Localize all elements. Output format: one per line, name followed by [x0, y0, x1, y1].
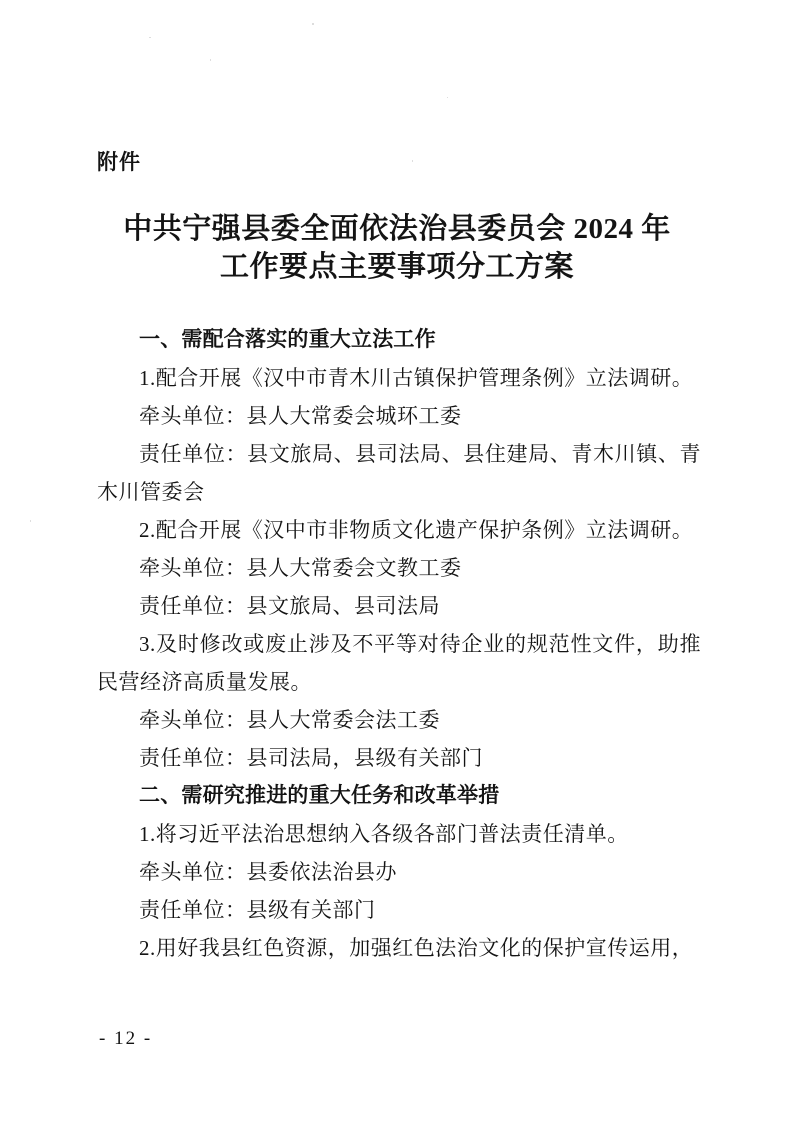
- document-title-line2: 工作要点主要事项分工方案: [219, 251, 574, 283]
- scan-noise: [312, 23, 314, 25]
- document-body: [97, 321, 701, 967]
- document-title: [0, 210, 794, 286]
- scan-noise: [210, 59, 211, 61]
- paragraph: 2.配合开展《汉中市非物质文化遗产保护条例》立法调研。: [139, 518, 694, 542]
- document-title-line1: 中共宁强县委全面依法治县委员会 2024 年: [123, 213, 671, 245]
- page-number: - 12 -: [99, 1028, 153, 1049]
- paragraph: 1.配合开展《汉中市青木川古镇保护管理条例》立法调研。: [139, 366, 694, 390]
- scan-noise: [30, 520, 31, 522]
- paragraph: 1.将习近平法治思想纳入各级各部门普法责任清单。: [139, 822, 629, 846]
- attachment-label: 附件: [97, 151, 141, 174]
- paragraph: 责任单位：县文旅局、县司法局: [139, 594, 440, 618]
- paragraph: 3.及时修改或废止涉及不平等对待企业的规范性文件，助推民营经济高质量发展。: [97, 632, 701, 694]
- paragraph: 责任单位：县文旅局、县司法局、县住建局、青木川镇、青木川管委会: [97, 442, 701, 504]
- section-heading: 二、需研究推进的重大任务和改革举措: [139, 784, 500, 807]
- paragraph: 牵头单位：县委依法治县办: [139, 860, 397, 884]
- paragraph: 牵头单位：县人大常委会文教工委: [139, 556, 462, 580]
- section-heading: 一、需配合落实的重大立法工作: [139, 328, 436, 351]
- scan-noise: [447, 97, 448, 98]
- paragraph: 牵头单位：县人大常委会法工委: [139, 708, 440, 732]
- paragraph: 责任单位：县司法局，县级有关部门: [139, 746, 483, 770]
- paragraph: 责任单位：县级有关部门: [139, 898, 376, 922]
- scan-noise: [149, 37, 151, 38]
- scan-noise: [412, 160, 413, 162]
- paragraph: 牵头单位：县人大常委会城环工委: [139, 404, 462, 428]
- paragraph: 2.用好我县红色资源，加强红色法治文化的保护宣传运用，: [139, 936, 694, 960]
